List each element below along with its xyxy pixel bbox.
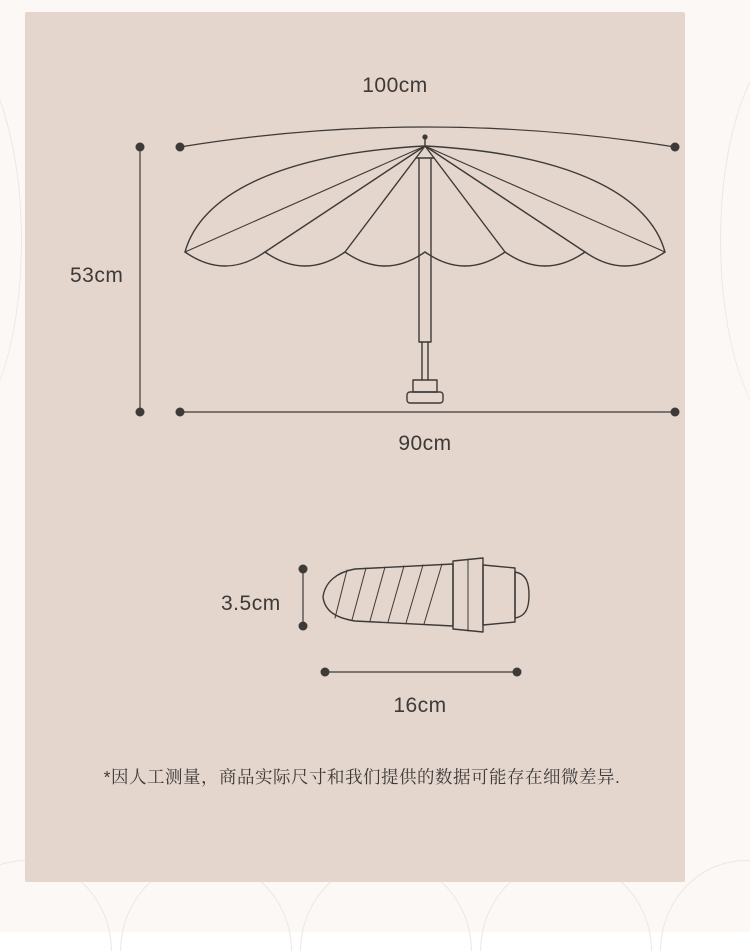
label-folded-length: 16cm	[393, 694, 447, 717]
decorative-arc-side-right	[720, 40, 750, 441]
product-dimension-card	[25, 12, 685, 882]
umbrella-dimension-diagram	[25, 12, 685, 882]
label-folded-thickness: 3.5cm	[221, 592, 281, 615]
decorative-arc-side-left	[0, 40, 22, 441]
measurement-disclaimer-note: *因人工测量，商品实际尺寸和我们提供的数据可能存在细微差异.	[103, 767, 621, 787]
label-canopy-diameter: 90cm	[398, 432, 452, 455]
label-open-height: 53cm	[70, 264, 124, 287]
label-canopy-arc-span: 100cm	[362, 74, 428, 97]
